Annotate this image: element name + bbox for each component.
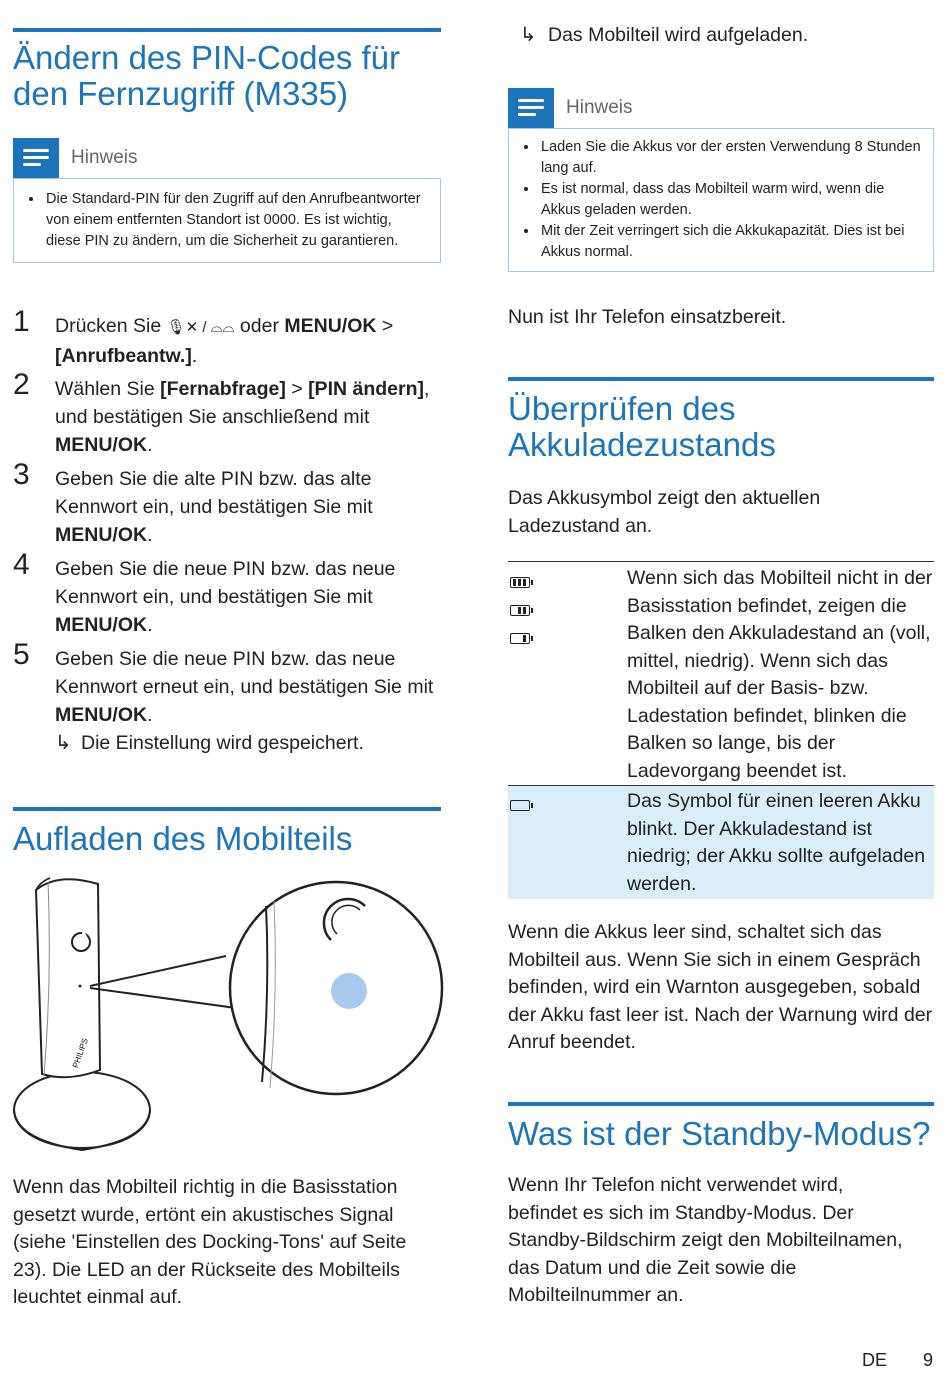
note-label: Hinweis	[566, 97, 633, 118]
battery-section-title: Überprüfen des Akkuladezustands	[508, 390, 776, 463]
result-arrow-icon: ↳	[520, 24, 537, 46]
note-box	[13, 138, 441, 263]
result-arrow-icon: ↳	[55, 732, 72, 754]
section-rule	[13, 28, 441, 32]
step-2: 2 Wählen Sie [Fernabfrage] > [PIN ändern], und bestätigen Sie anschließend mit MENU/OK.	[13, 368, 430, 456]
pin-section-title: Ändern des PIN-Codes für den Fernzugriff (M335)	[13, 39, 401, 112]
note-item: • Mit der Zeit verringert sich die Akkukapazität. Dies ist bei Akkus normal.	[539, 221, 921, 263]
page-number: 9	[923, 1350, 934, 1370]
battery-empty-icon	[510, 800, 530, 811]
battery-table	[508, 561, 934, 899]
ready-text: Nun ist Ihr Telefon einsatzbereit.	[508, 306, 787, 328]
battery-intro: Das Akkusymbol zeigt den aktuellen Ladezustand an.	[508, 487, 821, 537]
note-box	[508, 88, 934, 272]
section-rule	[13, 807, 441, 811]
section-rule	[508, 1102, 934, 1106]
note-item: • Laden Sie die Akkus vor der ersten Verwendung 8 Stunden lang auf.	[539, 137, 921, 179]
note-icon	[508, 88, 554, 128]
battery-section	[508, 377, 934, 540]
left-column	[13, 28, 441, 263]
note-item: • Die Standard-PIN für den Zugriff auf den Anrufbeantworter von einem entfernten Standort ist 0000. Es ist wichtig, diese PIN zu ändern, um die Sicherheit zu garantieren.	[44, 189, 428, 252]
step-3: 3 Geben Sie die alte PIN bzw. das alte Kennwort ein, und bestätigen Sie mit MENU/OK.	[13, 458, 373, 546]
battery-full-icon	[510, 577, 530, 588]
battery-low-icon	[510, 633, 530, 644]
battery-row-levels	[508, 562, 934, 785]
brand-logo: PHILIPS	[70, 1037, 90, 1070]
step-5: 5 Geben Sie die neue PIN bzw. das neue Kennwort erneut ein, und bestätigen Sie mit MENU/OK. ↳ Die Einstellung wird gespeichert.	[13, 645, 443, 757]
charge-section-title: Aufladen des Mobilteils	[13, 820, 353, 857]
note-label: Hinweis	[71, 147, 138, 168]
charge-text: Wenn das Mobilteil richtig in die Basisstation gesetzt wurde, ertönt ein akustisches Signal (siehe 'Einstellen des Docking-Tons' auf Seite 23). Die LED an der Rückseite des Mobilteils leuchtet einmal auf.	[13, 1176, 407, 1308]
mic-mute-voicemail-icons: 🎙✕ / ⌓⌓	[166, 319, 235, 336]
footer-language: DE	[862, 1350, 888, 1370]
battery-row-empty	[508, 786, 934, 899]
battery-after-text: Wenn die Akkus leer sind, schaltet sich das Mobilteil aus. Wenn Sie sich in einem Gespräch befinden, wird ein Warnton ausgegeben, sobald der Akku fast leer ist. Nach der Warnung wird der Anruf beendet.	[508, 921, 933, 1053]
battery-row-levels-text: Wenn sich das Mobilteil nicht in der Basisstation befindet, zeigen die Balken den Akkuladestand an (voll, mittel, niedrig). Wenn sich das Mobilteil auf der Basis- bzw. Ladestation befindet, blinken die Balken so lange, bis der Ladevorgang beendet ist.	[627, 567, 933, 782]
section-rule	[508, 377, 934, 381]
handset-illustration	[8, 870, 444, 1160]
standby-section-title: Was ist der Standby-Modus?	[508, 1115, 931, 1152]
charge-result: ↳ Das Mobilteil wird aufgeladen.	[548, 22, 928, 50]
battery-row-empty-text: Das Symbol für einen leeren Akku blinkt. Der Akkuladestand ist niedrig; der Akku sollte aufgeladen werden.	[627, 790, 926, 895]
standby-text: Wenn Ihr Telefon nicht verwendet wird, befindet es sich im Standby-Modus. Der Standby-Bildschirm zeigt den Mobilteilnamen, das Datum und die Zeit sowie die Mobilteilnummer an.	[508, 1174, 903, 1306]
step-1: 1 Drücken Sie 🎙✕ / ⌓⌓ oder MENU/OK > [Anrufbeantw.].	[13, 305, 394, 367]
led-indicator	[331, 973, 367, 1009]
step-4: 4 Geben Sie die neue PIN bzw. das neue Kennwort ein, und bestätigen Sie mit MENU/OK.	[13, 548, 396, 636]
note-icon	[13, 138, 59, 178]
step-result: ↳ Die Einstellung wird gespeichert.	[55, 729, 443, 757]
standby-section	[508, 1102, 934, 1310]
battery-medium-icon	[510, 605, 530, 616]
note-item: • Es ist normal, dass das Mobilteil warm wird, wenn die Akkus geladen werden.	[539, 179, 921, 221]
charge-section	[13, 807, 441, 857]
